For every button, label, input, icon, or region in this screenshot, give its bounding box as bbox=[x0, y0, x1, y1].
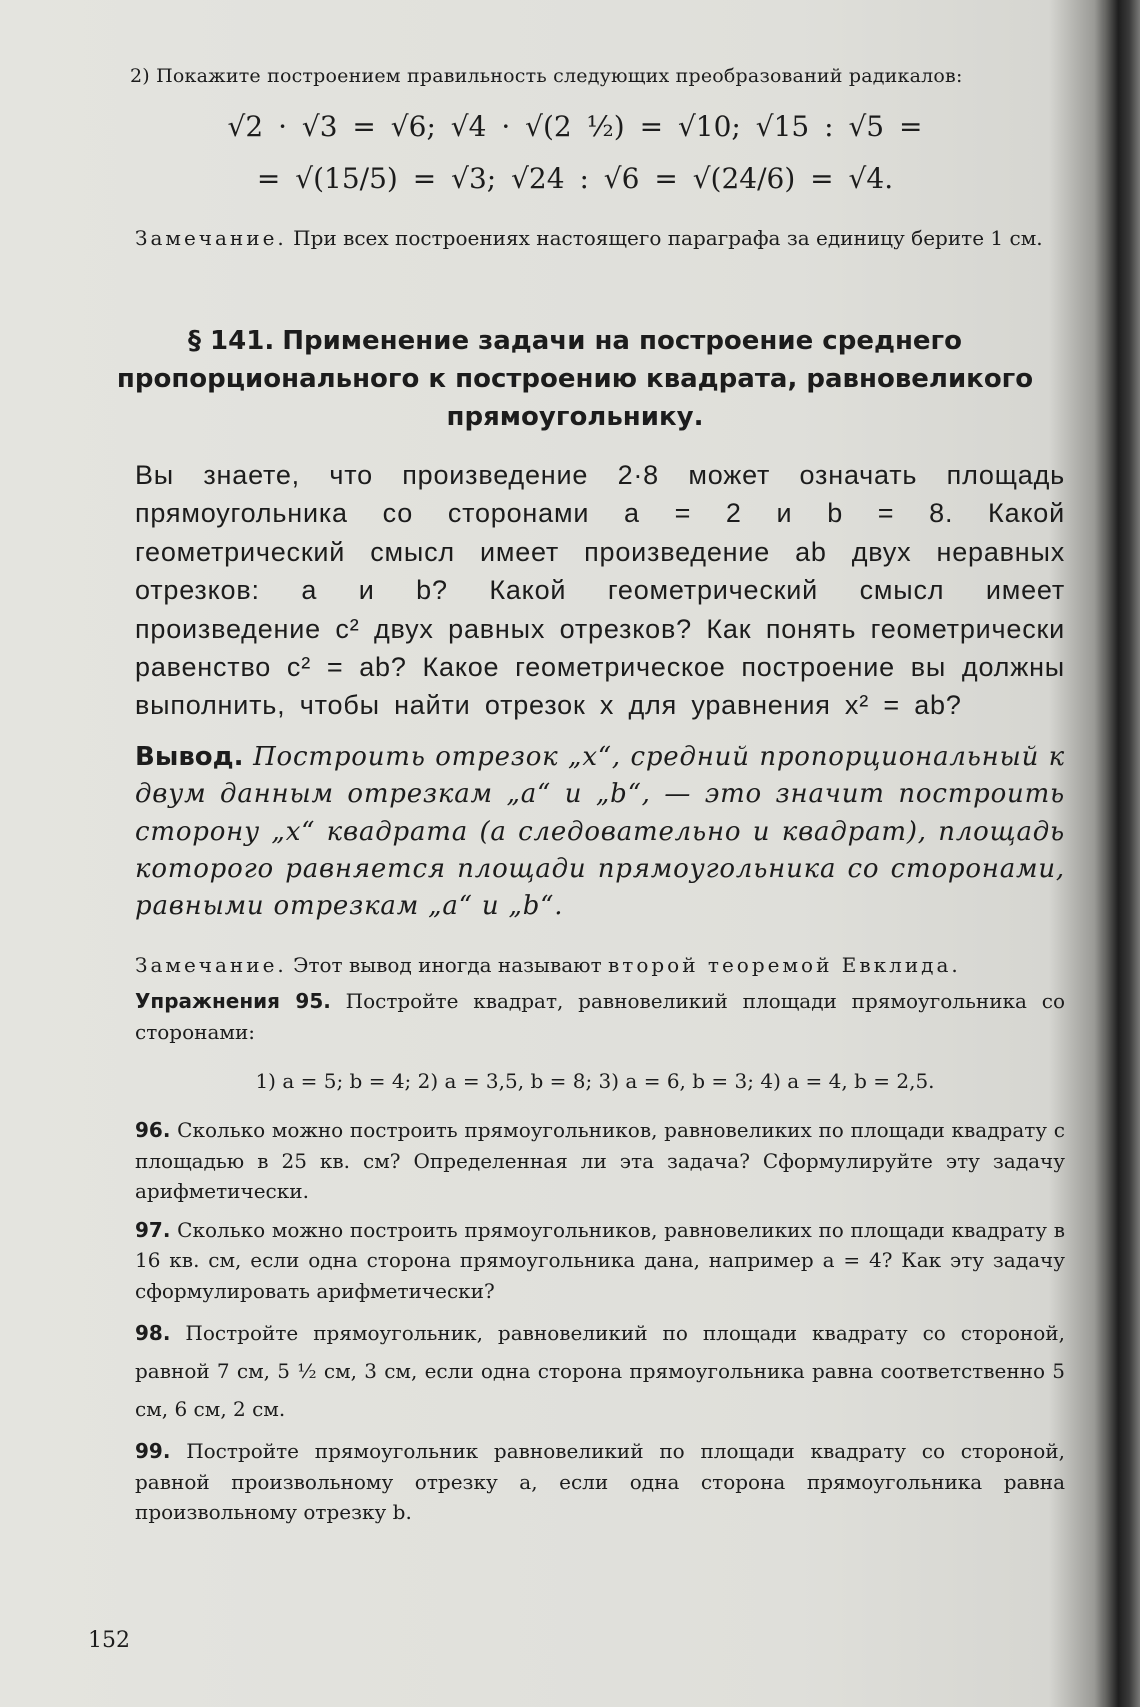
intro-paragraph: Вы знаете, что произведение 2·8 может означать площадь прямоугольника со сторонами a = 2 и b = 8. Какой геометрический смысл имеет произведение ab двух неравных отрезков: a и b? Какой геометрический смысл имеет произведение c² двух равных отрезков? Как понять геометрически равенство c² = ab? Какое геометрическое построение вы должны выполнить, чтобы найти отрезок x для уравнения x² = ab? bbox=[135, 460, 1065, 721]
remark-euclid bbox=[135, 950, 1065, 981]
task-text: Сколько можно построить прямоугольников, равновеликих по площади квадрату в 16 кв. см, если одна сторона прямоугольника дана, например a = 4? Как эту задачу сформулировать арифметически? bbox=[135, 1217, 1065, 1303]
task-number: 98. bbox=[135, 1321, 171, 1346]
remark-euclid-end: . bbox=[951, 952, 958, 977]
remark-euclid-emph: второй теоремой Евклида bbox=[608, 952, 952, 977]
exercise-95-values: 1) a = 5; b = 4; 2) a = 3,5, b = 8; 3) a = 6, b = 3; 4) a = 4, b = 2,5. bbox=[255, 1069, 935, 1094]
radical-formula-2: = √(15/5) = √3; √24 : √6 = √(24/6) = √4. bbox=[256, 162, 894, 195]
task-97 bbox=[135, 1215, 1065, 1307]
task-99 bbox=[135, 1436, 1065, 1528]
remark-euclid-text: Этот вывод иногда называют bbox=[286, 952, 608, 977]
section-title: Применение задачи на построение среднего пропорционального к построению квадрата, равновеликого прямоугольнику. bbox=[116, 326, 1034, 432]
remark-euclid-label: Замечание. bbox=[135, 952, 287, 977]
page-content bbox=[85, 55, 1065, 1528]
conclusion-label: Вывод. bbox=[135, 741, 244, 772]
exercise-95-label: Упражнения 95. bbox=[135, 989, 331, 1014]
remark-text: При всех построениях настоящего параграфа за единицу берите 1 см. bbox=[286, 226, 1043, 250]
task-text: Сколько можно построить прямоугольников, равновеликих по площади квадрату с площадью в 25 кв. см? Определенная ли эта задача? Сформулируйте эту задачу арифметически. bbox=[135, 1118, 1065, 1204]
task-number: 99. bbox=[135, 1439, 171, 1464]
task-98 bbox=[135, 1314, 1065, 1428]
radical-formula-1: √2 · √3 = √6; √4 · √(2 ½) = √10; √15 : √5 = bbox=[227, 110, 923, 143]
exercise-95 bbox=[135, 986, 1065, 1047]
conclusion-paragraph bbox=[135, 739, 1065, 926]
task-number: 96. bbox=[135, 1118, 171, 1143]
page-number: 152 bbox=[88, 1628, 130, 1653]
task-text: Постройте прямоугольник, равновеликий по площади квадрату со стороной, равной 7 см, 5 ½ см, 3 см, если одна сторона прямоугольника равна соответственно 5 см, 6 см, 2 см. bbox=[135, 1321, 1065, 1422]
conclusion-text: Построить отрезок „x“, средний пропорциональный к двум данным отрезкам „a“ и „b“, — это значит построить сторону „x“ квадрата (а следовательно и квадрат), площадь которого равняется площади прямоугольника со сторонами, равными отрезкам „a“ и „b“. bbox=[135, 741, 1065, 922]
exercise-95-text: Постройте квадрат, равновеликий площади прямоугольника со сторонами: bbox=[135, 989, 1065, 1044]
remark-label: Замечание. bbox=[135, 226, 287, 250]
book-spine bbox=[1104, 0, 1140, 1707]
task-number: 97. bbox=[135, 1217, 171, 1242]
exercise-intro: 2) Покажите построением правильность следующих преобразований радикалов: bbox=[130, 65, 963, 87]
section-number: § 141. bbox=[188, 326, 275, 356]
task-96 bbox=[135, 1115, 1065, 1207]
task-text: Постройте прямоугольник равновеликий по площади квадрату со стороной, равной произвольному отрезку a, если одна сторона прямоугольника равна произвольному отрезку b. bbox=[135, 1439, 1065, 1525]
section-heading bbox=[85, 322, 1065, 436]
remark-units bbox=[135, 223, 1065, 254]
